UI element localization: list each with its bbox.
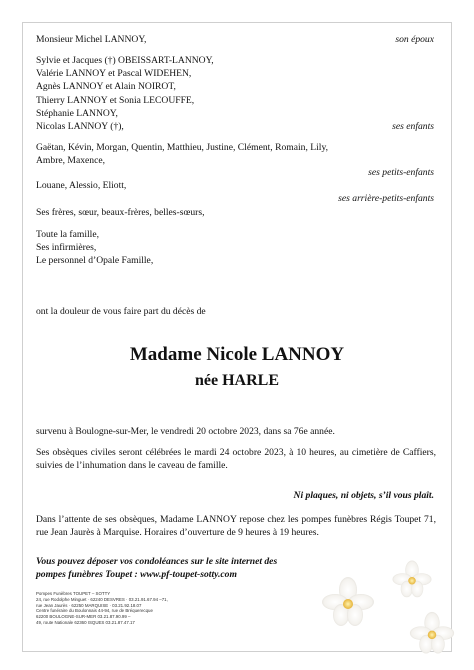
others-line: Le personnel d’Opale Famille, [36, 255, 154, 266]
grandchildren-role: ses petits-enfants [368, 167, 434, 178]
child-line: Sylvie et Jacques (†) OBEISSART-LANNOY, [36, 55, 214, 66]
funeral-home-footer [36, 591, 168, 626]
child-line: Nicolas LANNOY (†), [36, 121, 124, 132]
funeral-details: Ses obsèques civiles seront célébrées le mardi 24 octobre 2023, à 10 heures, au cimetière de Caffiers, suivies de l’inhumation dans le caveau de famille. [36, 447, 436, 472]
children-role: ses enfants [392, 121, 434, 132]
others-line: Ses infirmières, [36, 242, 97, 253]
great-grandchildren-role: ses arrière-petits-enfants [338, 193, 434, 204]
spouse-name: Monsieur Michel LANNOY, [36, 34, 147, 45]
footer-line: 24, rue Rodolphe Minguet · 62240 DESVRES · 03.21.91.67.94 –71, [36, 596, 168, 602]
child-line: Valérie LANNOY et Pascal WIDEHEN, [36, 68, 192, 79]
condolences-line: Vous pouvez déposer vos condoléances sur le site internet des [36, 556, 278, 567]
grandchildren-line: Gaëtan, Kévin, Morgan, Quentin, Matthieu, Justine, Clément, Romain, Lily, [36, 142, 329, 153]
footer-line: Pompes Funèbres TOUPET – SOTTY [36, 591, 111, 596]
footer-line: rue Jean Jaurès · 62250 MARQUISE · 03.21.92.18.07 [36, 602, 142, 608]
child-line: Agnès LANNOY et Alain NOIROT, [36, 81, 176, 92]
footer-line: Centre funéraire du Boulonnais 44-94, rue de Bréquerecque [36, 608, 153, 614]
others-line: Toute la famille, [36, 229, 99, 240]
footer-line: 62200 BOULOGNE-SUR-MER 03.21.87.90.99 – [36, 614, 131, 620]
announcement-intro: ont la douleur de vous faire part du décès de [36, 306, 206, 317]
footer-line: 49, route Nationale 62360 ISQUES 03.21.87.47.17 [36, 619, 135, 625]
spouse-role: son époux [395, 34, 434, 45]
deceased-maiden-name: née HARLE [195, 372, 279, 389]
child-line: Stéphanie LANNOY, [36, 108, 118, 119]
grandchildren-line: Ambre, Maxence, [36, 155, 105, 166]
no-flowers-notice: Ni plaques, ni objets, s’il vous plaît. [293, 490, 434, 501]
orchid-flowers-illustration [300, 548, 460, 658]
child-line: Thierry LANNOY et Sonia LECOUFFE, [36, 95, 195, 106]
condolences-line: pompes funèbres Toupet : www.pf-toupet-sotty.com [36, 569, 237, 580]
great-grandchildren-line: Louane, Alessio, Eliott, [36, 180, 127, 191]
rest-details: Dans l’attente de ses obsèques, Madame LANNOY repose chez les pompes funèbres Régis Toupet 71, rue Jean Jaurès à Marquise. Horaires d’ouverture de 9 heures à 19 heures. [36, 514, 436, 539]
siblings-line: Ses frères, sœur, beaux-frères, belles-sœurs, [36, 207, 205, 218]
deceased-name: Madame Nicole LANNOY [129, 344, 345, 365]
death-details: survenu à Boulogne-sur-Mer, le vendredi 20 octobre 2023, dans sa 76e année. [36, 426, 335, 437]
